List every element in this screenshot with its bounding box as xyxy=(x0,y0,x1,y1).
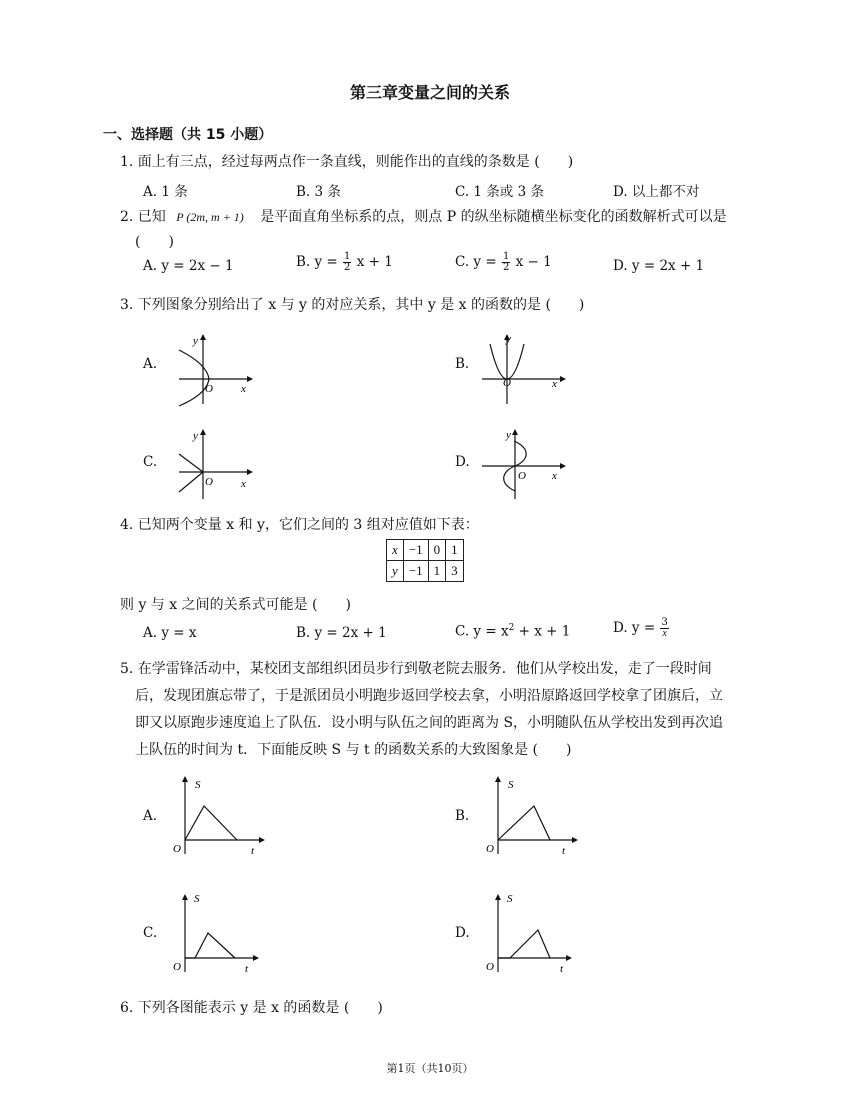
t-axis-arrow xyxy=(566,955,572,961)
question-2-stem xyxy=(120,204,727,230)
s-axis-label: S xyxy=(194,893,200,905)
q5-graph-d xyxy=(478,886,583,978)
table-cell: x xyxy=(387,540,404,561)
q3-graph-b xyxy=(478,330,578,408)
x-axis-label: x xyxy=(241,383,246,395)
s-axis-arrow xyxy=(182,776,188,782)
x-axis-label: x xyxy=(241,478,246,490)
t-axis-label: t xyxy=(562,845,566,857)
s-axis-arrow xyxy=(495,776,501,782)
y-axis-arrow xyxy=(512,429,518,435)
y-axis-label: y xyxy=(506,429,511,441)
value-table xyxy=(386,539,464,582)
fraction-numerator: 3 xyxy=(661,617,668,628)
table-cell: 3 xyxy=(446,561,464,582)
table-cell: y xyxy=(387,561,404,582)
fraction-denominator: x xyxy=(662,628,667,639)
q1-option-b: B. 3 条 xyxy=(296,184,341,200)
origin-label: O xyxy=(518,470,526,482)
q4-option-d-fraction xyxy=(660,618,668,639)
y-axis-arrow xyxy=(200,429,206,435)
table-cell: 1 xyxy=(446,540,464,561)
question-4-stem: 4. 已知两个变量 x 和 y，它们之间的 3 组对应值如下表： xyxy=(120,517,479,533)
fraction-denominator: 2 xyxy=(502,262,510,273)
section-heading: 一、选择题（共 15 小题） xyxy=(103,127,273,143)
lower-ray xyxy=(179,472,203,492)
graph-line xyxy=(185,933,235,958)
table-cell: 1 xyxy=(428,561,446,582)
s-axis-label: S xyxy=(195,779,201,791)
q2-stem-middle: 是平面直角坐标系的点，则点 P 的纵坐标随横坐标变化的函数解析式可以是 xyxy=(260,209,727,225)
q2-option-b-fraction xyxy=(343,252,351,273)
origin-label: O xyxy=(205,476,213,488)
s-axis-label: S xyxy=(508,779,514,791)
q2-option-a: A. y = 2x − 1 xyxy=(143,258,234,274)
page-footer: 第1页（共10页） xyxy=(386,1062,474,1075)
page-title: 第三章变量之间的关系 xyxy=(349,83,510,102)
graph-line xyxy=(498,930,550,958)
y-axis-label: y xyxy=(193,335,198,347)
q3-label-c: C. xyxy=(143,454,158,470)
x-axis-arrow xyxy=(247,469,253,475)
t-axis-label: t xyxy=(251,845,255,857)
question-5-line-1: 5. 在学雷锋活动中，某校团支部组织团员步行到敬老院去服务．他们从学校出发，走了一段时间 xyxy=(120,661,712,677)
question-1-stem: 1. 面上有三点，经过每两点作一条直线，则能作出的直线的条数是 ( ) xyxy=(120,154,574,170)
t-axis-arrow xyxy=(253,955,259,961)
q5-graph-a xyxy=(165,768,270,860)
x-axis-arrow xyxy=(247,376,253,382)
s-axis-arrow xyxy=(495,894,501,900)
y-axis-label: y xyxy=(193,430,198,442)
q4-option-c-post: + x + 1 xyxy=(514,623,571,640)
q3-label-a: A. xyxy=(143,356,158,372)
y-axis-arrow xyxy=(200,334,206,340)
q5-label-a: A. xyxy=(143,808,158,824)
x-axis-arrow xyxy=(560,463,566,469)
q5-graph-b xyxy=(478,768,583,860)
question-6-stem: 6. 下列各图能表示 y 是 x 的函数是 ( ) xyxy=(120,1000,383,1016)
q5-graph-c xyxy=(165,886,270,978)
y-axis-label: y xyxy=(506,333,511,345)
origin-label: O xyxy=(503,377,511,389)
q3-label-d: D. xyxy=(455,454,470,470)
table-cell: 0 xyxy=(428,540,446,561)
q1-option-c: C. 1 条或 3 条 xyxy=(455,184,544,200)
table-cell: −1 xyxy=(403,561,428,582)
curve xyxy=(179,350,209,406)
origin-label: O xyxy=(486,961,494,973)
q2-stem-paren: ( ) xyxy=(135,234,174,250)
origin-label: O xyxy=(205,383,213,395)
q5-label-b: B. xyxy=(455,808,470,824)
t-axis-arrow xyxy=(572,837,578,843)
x-axis-arrow xyxy=(560,376,566,382)
q3-label-b: B. xyxy=(455,356,470,372)
question-5-line-4: 上队伍的时间为 t．下面能反映 S 与 t 的函数关系的大致图象是 ( ) xyxy=(135,742,572,758)
t-axis-label: t xyxy=(560,963,564,975)
q5-label-c: C. xyxy=(143,925,158,941)
s-axis-arrow xyxy=(182,894,188,900)
q3-graph-d xyxy=(478,425,578,503)
t-axis-arrow xyxy=(259,837,265,843)
q2-option-b-pre: B. y = xyxy=(296,254,338,270)
graph-line xyxy=(185,806,237,840)
x-axis-label: x xyxy=(552,378,557,390)
q5-label-d: D. xyxy=(455,925,470,941)
q3-graph-c xyxy=(165,425,265,503)
s-axis-label: S xyxy=(507,893,513,905)
table-row xyxy=(387,540,464,561)
q2-option-c-fraction xyxy=(502,252,510,273)
q4-option-c-exponent: 2 xyxy=(508,623,515,633)
q4-option-b: B. y = 2x + 1 xyxy=(296,625,387,641)
q2-option-b xyxy=(296,252,393,273)
q2-option-c xyxy=(455,252,552,273)
q4-option-c-pre: C. y = x xyxy=(455,623,509,640)
question-3-stem: 3. 下列图象分别给出了 x 与 y 的对应关系，其中 y 是 x 的函数的是 ( ) xyxy=(120,297,585,313)
graph-line xyxy=(498,806,550,840)
fraction-numerator: 1 xyxy=(344,251,351,262)
q2-option-c-post: x − 1 xyxy=(515,254,552,270)
q4-option-a: A. y = x xyxy=(143,625,197,641)
q4-option-c xyxy=(455,623,570,640)
q2-option-d: D. y = 2x + 1 xyxy=(613,258,705,274)
x-axis-label: x xyxy=(552,470,557,482)
table-row xyxy=(387,561,464,582)
q3-graph-a xyxy=(165,330,265,408)
fraction-numerator: 1 xyxy=(502,251,510,262)
origin-label: O xyxy=(173,961,181,973)
q4-option-d xyxy=(613,618,670,639)
question-5-line-2: 后，发现团旗忘带了，于是派团员小明跑步返回学校去拿，小明沿原路返回学校拿了团旗后，立 xyxy=(135,688,723,704)
q1-option-d: D. 以上都不对 xyxy=(613,184,700,200)
q2-point: P (2m, m + 1) xyxy=(176,210,244,224)
q2-option-b-post: x + 1 xyxy=(356,254,393,270)
q4-followup: 则 y 与 x 之间的关系式可能是 ( ) xyxy=(120,597,351,613)
t-axis-label: t xyxy=(245,963,249,975)
fraction-denominator: 2 xyxy=(344,262,351,273)
q4-option-d-pre: D. y = xyxy=(613,620,656,636)
q2-stem-prefix: 2. 已知 xyxy=(120,209,166,225)
origin-label: O xyxy=(486,843,494,855)
question-5-line-3: 即又以原跑步速度追上了队伍．设小明与队伍之间的距离为 S，小明随队伍从学校出发到再次追 xyxy=(135,715,724,731)
q1-option-a: A. 1 条 xyxy=(143,184,188,200)
table-cell: −1 xyxy=(403,540,428,561)
q2-option-c-pre: C. y = xyxy=(455,254,497,270)
upper-ray xyxy=(179,454,203,472)
origin-label: O xyxy=(173,843,181,855)
